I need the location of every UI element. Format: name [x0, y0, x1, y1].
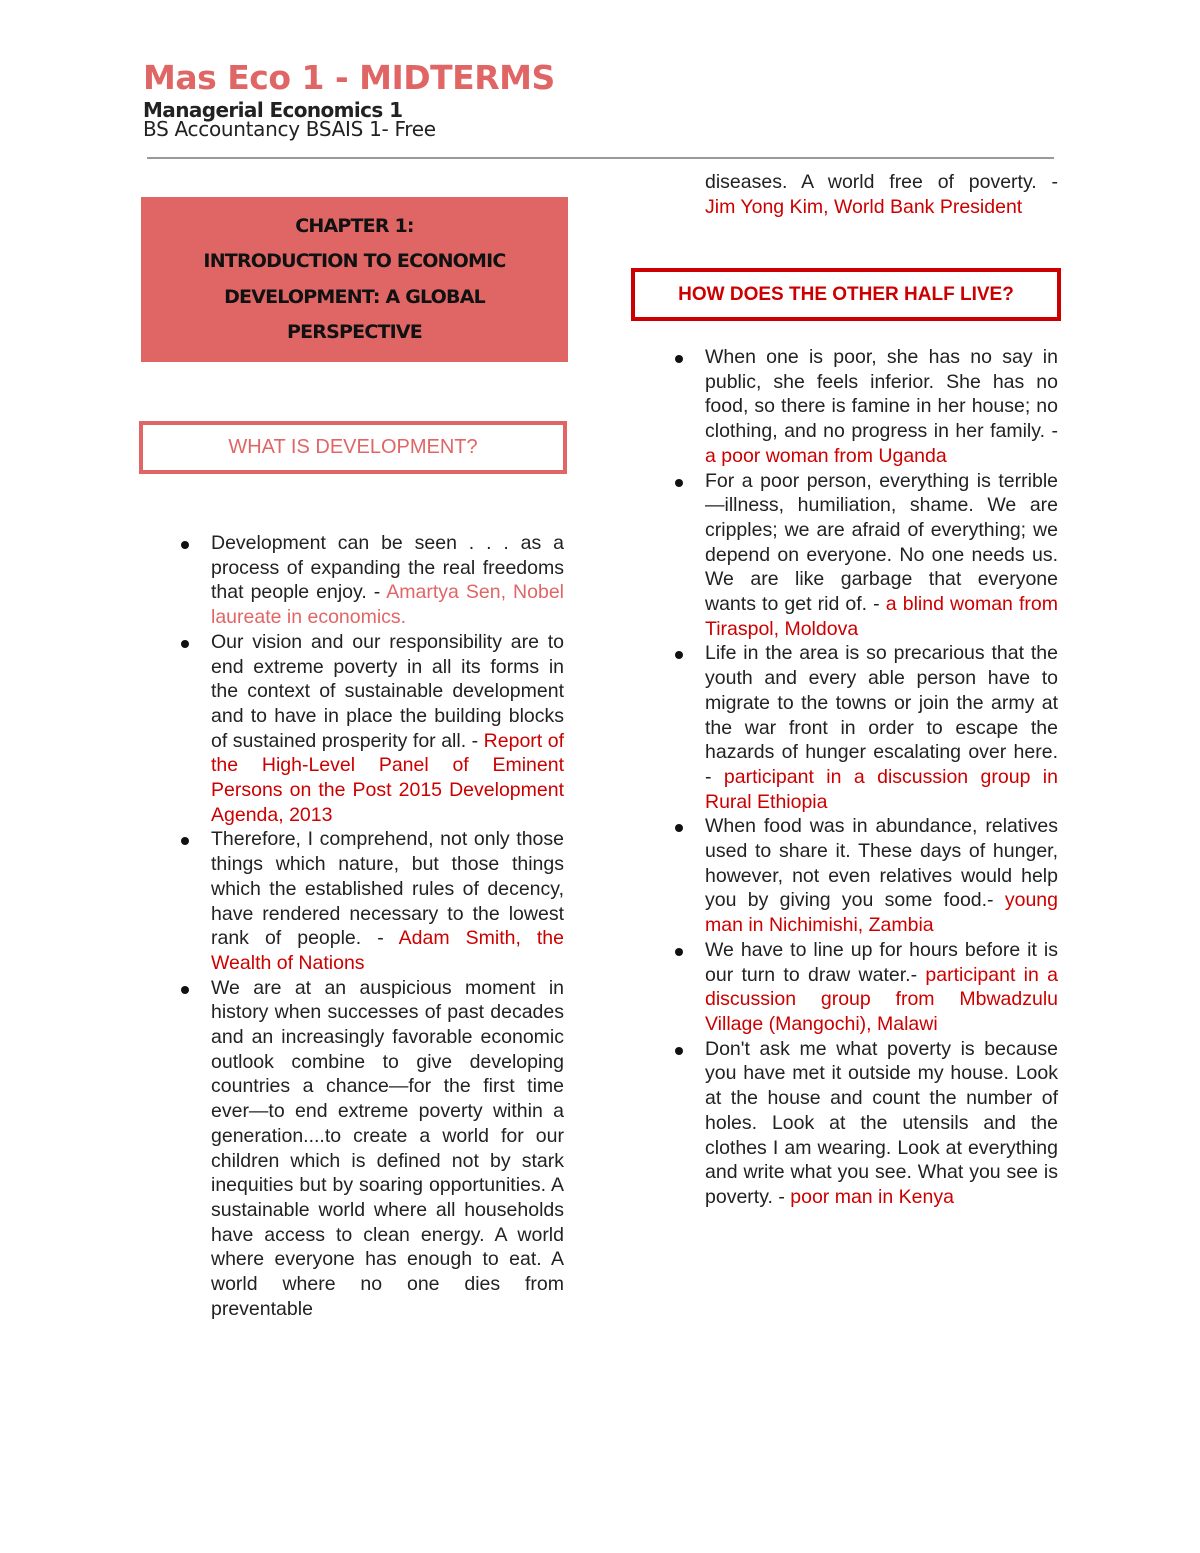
- quote-source: Amartya Sen, Nobel laureate in economics.: [211, 581, 564, 629]
- list-item: [211, 630, 564, 828]
- quote-source: Adam Smith, the Wealth of Nations: [211, 927, 564, 974]
- quote-source: a blind woman from Tiraspol, Moldova: [705, 593, 1058, 640]
- chapter-title: INTRODUCTION TO ECONOMIC DEVELOPMENT: A GLOBAL PERSPECTIVE: [203, 250, 506, 343]
- section-heading-label: HOW DOES THE OTHER HALF LIVE?: [678, 283, 1014, 305]
- section-heading-label: WHAT IS DEVELOPMENT?: [228, 436, 478, 458]
- list-item: [211, 976, 564, 1322]
- quote-text: Development can be seen . . . as a process of expanding the real freedoms that people enjoy. -: [211, 532, 564, 604]
- program-label: BS Accountancy BSAIS 1- Free: [143, 117, 436, 141]
- document-header: [143, 58, 555, 140]
- quote-source: a poor woman from Uganda: [705, 444, 947, 467]
- section-heading-other-half: [631, 268, 1061, 321]
- document-title: Mas Eco 1 - MIDTERMS: [143, 58, 555, 97]
- course-subtitle: Managerial Economics 1: [143, 98, 403, 122]
- quote-text: Don't ask me what poverty is because you have met it outside my house. Look at the house and count the number of holes. Look at the utensils and the clothes I am wearing. Look at everything and write what you see. What you see is poverty. -: [705, 1037, 1058, 1208]
- section-heading-development: [139, 421, 567, 474]
- list-item: [705, 814, 1058, 938]
- chapter-number: CHAPTER 1:: [295, 214, 414, 237]
- quote-text: We are at an auspicious moment in history when successes of past decades and an increasingly favorable economic outlook combine to give developing countries a chance—for the first time ever—to end extreme poverty within a generation....to create a world for our children which is defined not by stark inequities but by soaring opportunities. A sustainable world where all households have access to clean energy. A world where everyone has enough to eat. A world where no one dies from preventable: [211, 976, 564, 1320]
- continued-quote-source: Jim Yong Kim, World Bank President: [705, 195, 1023, 218]
- list-item: [705, 641, 1058, 814]
- quote-source: participant in a discussion group in Rural Ethiopia: [705, 765, 1058, 813]
- quote-text: When food was in abundance, relatives used to share it. These days of hunger, however, not even relatives would help you by giving you some food.-: [705, 815, 1058, 912]
- quote-text: Our vision and our responsibility are to end extreme poverty in all its forms in the context of sustainable development and to have in place the building blocks of sustained prosperity for all. -: [211, 630, 564, 752]
- quote-text: For a poor person, everything is terrible—illness, humiliation, shame. We are cripples; we are afraid of everything; we depend on everyone. No one needs us. We are like garbage that everyone wants to get rid of. -: [705, 469, 1058, 616]
- list-item: [211, 531, 564, 630]
- list-item: [705, 469, 1058, 642]
- list-item: [705, 345, 1058, 469]
- header-divider: [147, 157, 1054, 159]
- quote-source: young man in Nichimishi, Zambia: [705, 889, 1058, 937]
- quote-text: Life in the area is so precarious that the youth and every able person have to migrate to the towns or join the army at the war front in order to escape the hazards of hunger escalating over here. -: [705, 642, 1058, 788]
- chapter-heading-box: [141, 197, 568, 362]
- quote-text: We have to line up for hours before it is our turn to draw water.-: [705, 938, 1058, 986]
- quote-source: Report of the High-Level Panel of Eminent Persons on the Post 2015 Development Agenda, 2013: [211, 729, 564, 826]
- quote-source: participant in a discussion group from Mbwadzulu Village (Mangochi), Malawi: [705, 963, 1059, 1035]
- list-item: [705, 1037, 1058, 1210]
- continued-quote: [705, 170, 1058, 219]
- quote-text: Therefore, I comprehend, not only those things which nature, but those things which the established rules of decency, have rendered necessary to the lowest rank of people. -: [211, 828, 564, 950]
- development-quote-list: [211, 531, 564, 1322]
- list-item: [705, 938, 1058, 1037]
- quote-source: poor man in Kenya: [790, 1185, 954, 1208]
- poverty-quote-list: [705, 345, 1058, 1210]
- quote-text: When one is poor, she has no say in public, she feels inferior. She has no food, so there is famine in her house; no clothing, and no progress in her family. -: [705, 346, 1058, 443]
- list-item: [211, 827, 564, 975]
- continued-quote-text: diseases. A world free of poverty. -: [705, 171, 1058, 193]
